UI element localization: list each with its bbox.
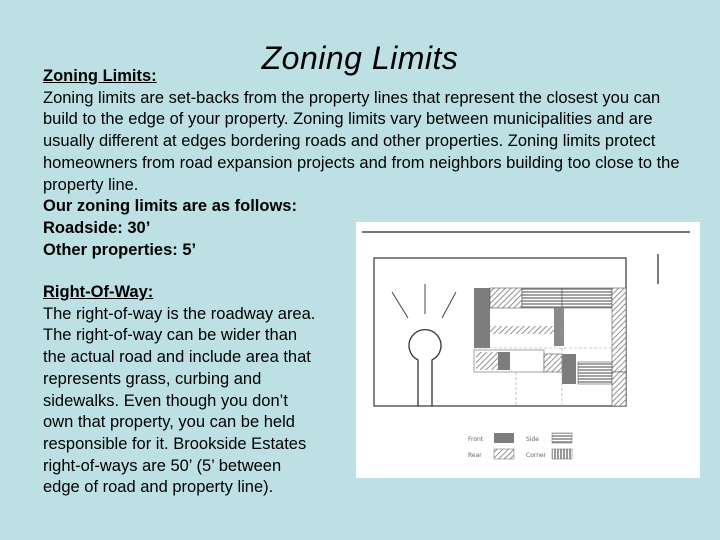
diagram-legend bbox=[468, 433, 572, 459]
legend-side-swatch bbox=[552, 433, 572, 443]
slide-title: Zoning Limits bbox=[261, 40, 459, 76]
side-setback bbox=[562, 288, 612, 308]
rear-setback bbox=[476, 352, 498, 370]
roadside-limit: Roadside: 30’ bbox=[43, 218, 151, 237]
row-line: responsible for it. Brookside Estates bbox=[43, 434, 307, 453]
row-line: The right-of-way can be wider than bbox=[43, 326, 298, 345]
right-of-way-section bbox=[43, 282, 363, 499]
subdivision-diagram bbox=[356, 222, 700, 478]
legend-rear-label: Rear bbox=[468, 452, 482, 459]
rear-setback bbox=[490, 326, 554, 334]
row-line: the actual road and include area that bbox=[43, 348, 311, 367]
front-setback bbox=[498, 352, 510, 370]
site-plan-svg bbox=[356, 222, 700, 478]
side-setback bbox=[578, 362, 612, 384]
front-setback bbox=[562, 354, 576, 384]
rear-setback bbox=[612, 288, 626, 372]
legend-front-swatch bbox=[494, 433, 514, 443]
rear-setback bbox=[490, 288, 522, 308]
legend-corner-swatch bbox=[552, 449, 572, 459]
zoning-heading: Zoning Limits: bbox=[43, 67, 157, 85]
legend-side-label: Side bbox=[526, 436, 539, 443]
row-line: represents grass, curbing and bbox=[43, 369, 262, 388]
side-setback bbox=[522, 288, 562, 308]
row-heading: Right-Of-Way: bbox=[43, 283, 154, 301]
row-line: right-of-ways are 50’ (5’ between bbox=[43, 456, 282, 475]
row-line: own that property, you can be held bbox=[43, 413, 295, 432]
legend-front-label: Front bbox=[468, 436, 484, 443]
legend-corner-label: Corner bbox=[526, 452, 547, 459]
rear-setback bbox=[612, 372, 626, 406]
cul-de-sac bbox=[409, 330, 441, 406]
row-line: sidewalks. Even though you don’t bbox=[43, 391, 288, 410]
legend-rear-swatch bbox=[494, 449, 514, 459]
limits-intro: Our zoning limits are as follows: bbox=[43, 197, 297, 216]
other-limit: Other properties: 5’ bbox=[43, 240, 197, 259]
lot-lines bbox=[392, 284, 456, 318]
row-line: The right-of-way is the roadway area. bbox=[43, 304, 316, 323]
front-setback bbox=[474, 288, 490, 348]
front-setback bbox=[554, 308, 564, 346]
rear-setback bbox=[544, 354, 562, 372]
zoning-paragraph: Zoning limits are set-backs from the property lines that represent the closest you can build to the edge of your property. Zoning limits vary between municipalities and are usually different at edges bordering roads and other properties. Zoning limits protect homeowners from road expansion projects and from neighbors building too close to the property line. bbox=[43, 88, 680, 194]
row-line: edge of road and property line). bbox=[43, 478, 274, 497]
